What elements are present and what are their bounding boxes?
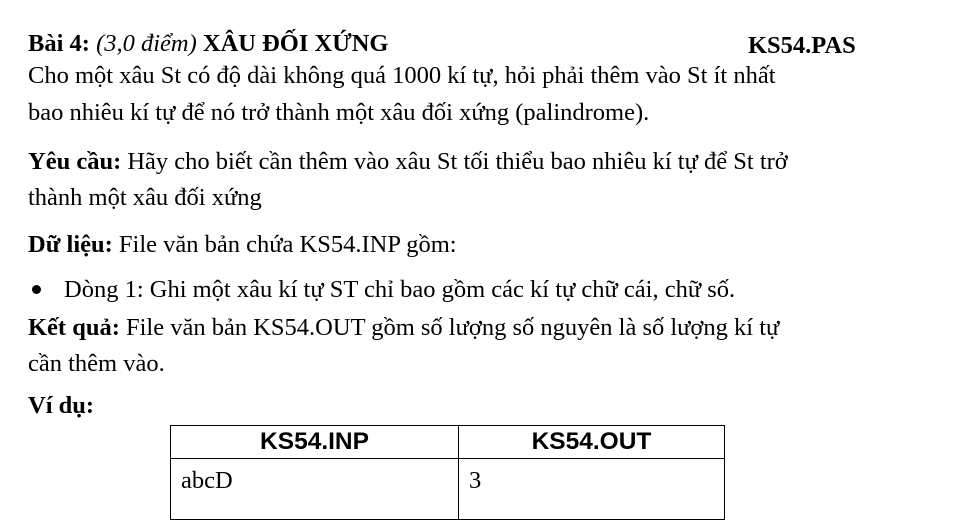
problem-points: (3,0 điểm) (96, 30, 197, 57)
output-label: Kết quả: (28, 314, 120, 341)
example-input-cell: abcD (171, 459, 459, 520)
example-input-header: KS54.INP (171, 426, 459, 459)
example-table-header-row (171, 426, 725, 459)
requirement-line-2: thành một xâu đối xứng (28, 184, 262, 211)
example-table (170, 425, 725, 520)
input-bullet-item: Dòng 1: Ghi một xâu kí tự ST chỉ bao gồm các kí tự chữ cái, chữ số. (64, 276, 736, 303)
example-output-cell: 3 (459, 459, 725, 520)
requirement-label: Yêu cầu: (28, 148, 122, 175)
output-line-2: cần thêm vào. (28, 350, 165, 377)
input-line (28, 233, 457, 258)
example-output-header: KS54.OUT (459, 426, 725, 459)
requirement-text: Hãy cho biết cần thêm vào xâu St tối thiểu bao nhiêu kí tự để St trở (121, 148, 788, 175)
output-text: File văn bản KS54.OUT gồm số lượng số nguyên là số lượng kí tự (119, 314, 780, 341)
table-row (171, 459, 725, 520)
problem-title: XÂU ĐỐI XỨNG (202, 30, 389, 57)
requirement-line-1 (28, 150, 788, 175)
bullet-icon (32, 285, 41, 294)
example-label: Ví dụ: (28, 392, 95, 419)
intro-line-2: bao nhiêu kí tự để nó trở thành một xâu đối xứng (palindrome). (28, 99, 650, 126)
problem-heading (28, 32, 388, 57)
source-file-name: KS54.PAS (748, 32, 856, 59)
input-label: Dữ liệu: (28, 231, 113, 258)
problem-label: Bài 4: (28, 30, 90, 57)
output-line-1 (28, 316, 779, 341)
intro-line-1: Cho một xâu St có độ dài không quá 1000 kí tự, hỏi phải thêm vào St ít nhất (28, 62, 776, 89)
input-text: File văn bản chứa KS54.INP gồm: (112, 231, 457, 258)
